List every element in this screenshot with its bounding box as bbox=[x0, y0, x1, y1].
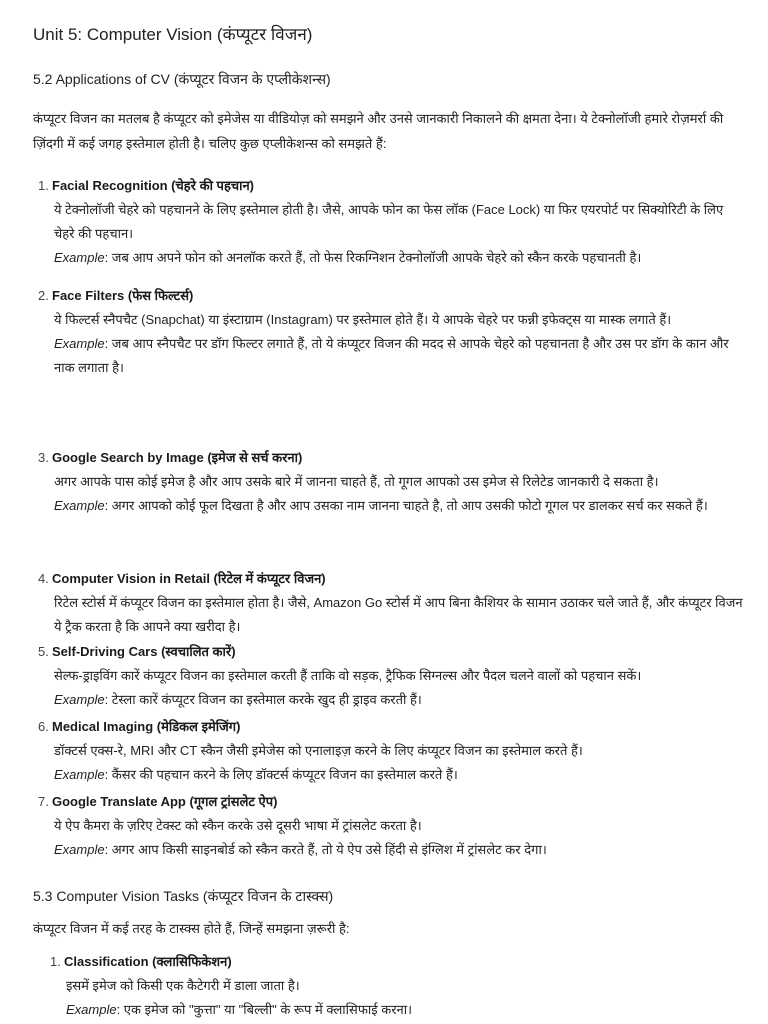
item-body: डॉक्टर्स एक्स-रे, MRI और CT स्कैन जैसी इमेजेस को एनालाइज़ करने के लिए कंप्यूटर विजन का इस्तेमाल करते हैं। bbox=[54, 743, 583, 758]
list-item-classification bbox=[50, 950, 755, 1022]
example-label: Example bbox=[54, 692, 105, 707]
list-item-computer-vision-in-retail bbox=[38, 567, 743, 639]
item-body: इसमें इमेज को किसी एक कैटेगरी में डाला जाता है। bbox=[66, 978, 300, 993]
list-item-face-filters bbox=[38, 284, 743, 380]
example-label: Example bbox=[54, 842, 105, 857]
item-title: Classification (क्लासिफिकेशन) bbox=[64, 954, 232, 969]
item-title: Computer Vision in Retail (रिटेल में कंप्यूटर विजन) bbox=[52, 571, 326, 586]
item-title: Medical Imaging (मेडिकल इमेजिंग) bbox=[52, 719, 241, 734]
item-number: 1. bbox=[38, 178, 49, 193]
example-label: Example bbox=[54, 767, 105, 782]
item-number: 7. bbox=[38, 794, 49, 809]
item-title: Self-Driving Cars (स्वचालित कारें) bbox=[52, 644, 236, 659]
item-example bbox=[54, 494, 743, 518]
item-body: अगर आपके पास कोई इमेज है और आप उसके बारे में जानना चाहते हैं, तो गूगल आपको उस इमेज से रिलेटेड जानकारी दे सकता है। bbox=[54, 474, 659, 489]
item-example bbox=[54, 763, 743, 787]
list-item-medical-imaging bbox=[38, 715, 743, 787]
item-example bbox=[54, 838, 743, 862]
item-body: रिटेल स्टोर्स में कंप्यूटर विजन का इस्तेमाल होता है। जैसे, Amazon Go स्टोर्स में आप बिना कैशियर के सामान उठाकर चले जाते हैं, और कंप्यूटर विजन ये ट्रैक करता है कि आपने क्या खरीदा है। bbox=[54, 595, 743, 634]
item-example bbox=[54, 246, 743, 270]
section-5-3-intro: कंप्यूटर विजन में कई तरह के टास्क्स होते हैं, जिन्हें समझना ज़रूरी है: bbox=[33, 921, 350, 936]
item-number: 6. bbox=[38, 719, 49, 734]
example-label: Example bbox=[54, 498, 105, 513]
item-number: 4. bbox=[38, 571, 49, 586]
item-body: सेल्फ-ड्राइविंग कारें कंप्यूटर विजन का इस्तेमाल करती हैं ताकि वो सड़क, ट्रैफिक सिग्नल्स और पैदल चलने वालों को पहचान सकें। bbox=[54, 668, 642, 683]
item-body: ये फिल्टर्स स्नैपचैट (Snapchat) या इंस्टाग्राम (Instagram) पर इस्तेमाल होते हैं। ये आपके चेहरे पर फन्नी इफेक्ट्स या मास्क लगाते हैं। bbox=[54, 312, 672, 327]
item-body: ये ऐप कैमरा के ज़रिए टेक्स्ट को स्कैन करके उसे दूसरी भाषा में ट्रांसलेट करता है। bbox=[54, 818, 422, 833]
unit-title: Unit 5: Computer Vision (कंप्यूटर विजन) bbox=[33, 25, 313, 44]
list-item-google-search-by-image bbox=[38, 446, 743, 518]
item-title: Facial Recognition (चेहरे की पहचान) bbox=[52, 178, 255, 193]
item-example bbox=[54, 332, 743, 380]
section-5-2-title: 5.2 Applications of CV (कंप्यूटर विजन के एप्लीकेशन्स) bbox=[33, 71, 331, 87]
example-text: : अगर आप किसी साइनबोर्ड को स्कैन करते हैं, तो ये ऐप उसे हिंदी से इंग्लिश में ट्रांसलेट कर देगा। bbox=[104, 842, 547, 857]
item-title: Face Filters (फेस फिल्टर्स) bbox=[52, 288, 194, 303]
example-text: : अगर आपको कोई फूल दिखता है और आप उसका नाम जानना चाहते है, तो आप उसकी फोटो गूगल पर डालकर सर्च कर सकते हैं। bbox=[104, 498, 708, 513]
item-number: 3. bbox=[38, 450, 49, 465]
section-5-3-title: 5.3 Computer Vision Tasks (कंप्यूटर विजन के टास्क्स) bbox=[33, 888, 334, 904]
item-number: 2. bbox=[38, 288, 49, 303]
example-label: Example bbox=[54, 250, 105, 265]
item-body: ये टेक्नोलॉजी चेहरे को पहचानने के लिए इस्तेमाल होती है। जैसे, आपके फोन का फेस लॉक (Face Lock) या फिर एयरपोर्ट पर सिक्योरिटी के लिए चेहरे की पहचान। bbox=[54, 202, 724, 241]
example-label: Example bbox=[66, 1002, 117, 1017]
example-label: Example bbox=[54, 336, 105, 351]
example-text: : जब आप अपने फोन को अनलॉक करते हैं, तो फेस रिकग्निशन टेक्नोलॉजी आपके चेहरे को स्कैन करके पहचानती है। bbox=[104, 250, 642, 265]
example-text: : जब आप स्नैपचैट पर डॉग फिल्टर लगाते हैं, तो ये कंप्यूटर विजन की मदद से आपके चेहरे को पहचानता है और उस पर डॉग के कान और नाक लगाता है। bbox=[54, 336, 729, 375]
example-text: : कैंसर की पहचान करने के लिए डॉक्टर्स कंप्यूटर विजन का इस्तेमाल करते हैं। bbox=[104, 767, 458, 782]
item-title: Google Translate App (गूगल ट्रांसलेट ऐप) bbox=[52, 794, 278, 809]
item-title: Google Search by Image (इमेज से सर्च करना) bbox=[52, 450, 303, 465]
section-5-2-intro: कंप्यूटर विजन का मतलब है कंप्यूटर को इमेजेस या वीडियोज़ को समझने और उनसे जानकारी निकालने की क्षमता देना। ये टेक्नोलॉजी हमारे रोज़मर्रा की ज़िंदगी में कई जगह इस्तेमाल होती है। चलिए कुछ एप्लीकेशन्स को समझते हैं: bbox=[33, 111, 724, 151]
example-text: : एक इमेज को "कुत्ता" या "बिल्ली" के रूप में क्लासिफाई करना। bbox=[116, 1002, 413, 1017]
item-number: 1. bbox=[50, 954, 61, 969]
item-number: 5. bbox=[38, 644, 49, 659]
list-item-google-translate-app bbox=[38, 790, 743, 862]
example-text: : टेस्ला कारें कंप्यूटर विजन का इस्तेमाल करके खुद ही ड्राइव करती हैं। bbox=[104, 692, 422, 707]
list-item-self-driving-cars bbox=[38, 640, 743, 712]
item-example bbox=[66, 998, 755, 1022]
list-item-facial-recognition bbox=[38, 174, 743, 270]
item-example bbox=[54, 688, 743, 712]
